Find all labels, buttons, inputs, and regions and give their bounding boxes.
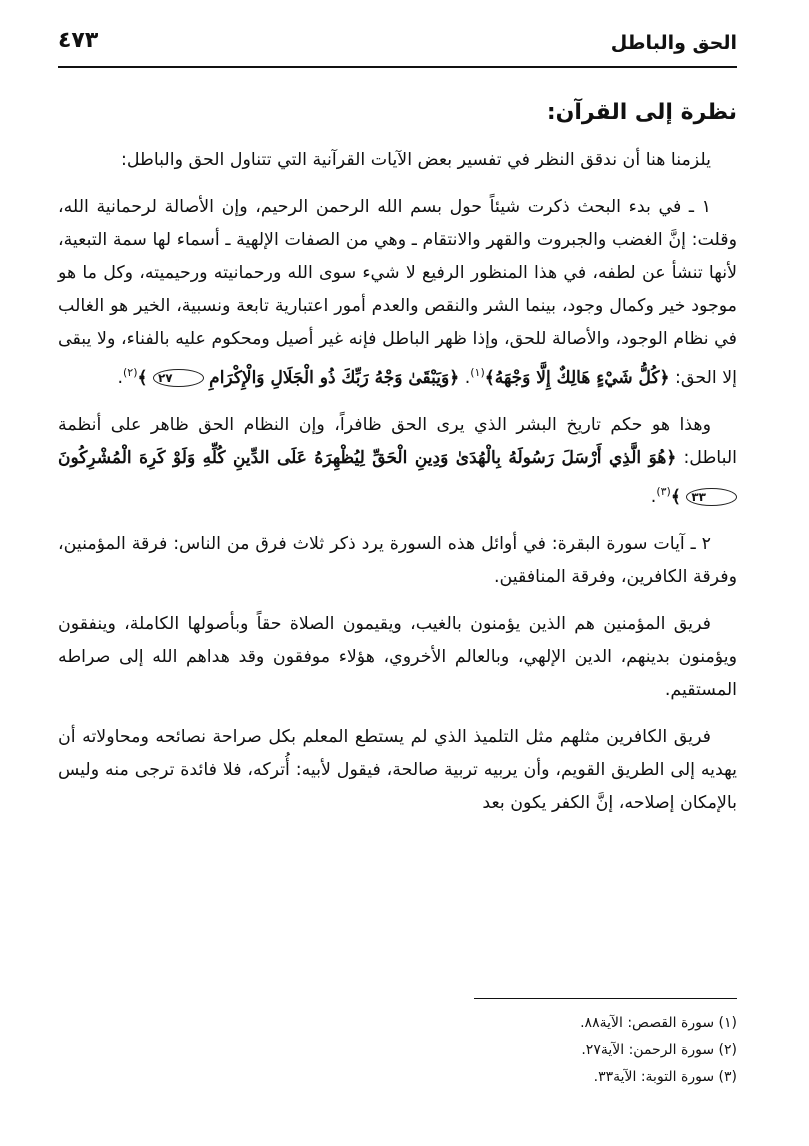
footnote-2: (٢) سورة الرحمن: الآية٢٧.	[581, 1042, 737, 1058]
footnote-1: (١) سورة القصص: الآية٨٨.	[580, 1015, 737, 1031]
footnotes	[58, 1010, 737, 1091]
paragraph-1: ١ ـ في بدء البحث ذكرت شيئاً حول بسم الله الرحمن الرحيم، وإن الأصالة لرحمانية الله، وقلت: إنَّ الغضب والجبروت والقهر والانتقام ـ وهي من الصفات الإلهية ـ أسماء لها سمة التبعية، لأنها تنشأ عن لطفه، في هذا المنظور الرفيع لا شيء سوى الله ورحمانيته ورحيميته، وكل ما هو موجود خير وكمال وجود، بينما الشر والنقص والعدم أمور اعتبارية تابعة ونسبية، الخير هو الغالب في نظام الوجود، والأصالة للحق، وإذا ظهر الباطل فإنه غير أصيل ومحكوم عليه بالفناء، ولا يبقى إلا الحق: ﴿كُلُّ شَيْءٍ هَالِكٌ إِلَّا وَجْهَهُ﴾$^{(١)}$. ﴿وَيَبْقَىٰ وَجْهُ رَبِّكَ ذُو الْجَلَالِ وَالْإِكْرَامِ ٢٧ ﴾$^{(٢)}$.	[58, 197, 737, 388]
quran-close-bracket: ﴾	[137, 367, 148, 388]
paragraph-4: فريق المؤمنين هم الذين يؤمنون بالغيب، ويقيمون الصلاة حقاً وبأصولها الكاملة، وينفقون ويؤمنون بدينهم، الدين الإلهي، وبالعالم الأخروي، هؤلاء موفقون وقد هداهم الله إلى صراطه المستقيم.	[58, 613, 737, 700]
quran-verse-1: ﴿كُلُّ شَيْءٍ هَالِكٌ إِلَّا وَجْهَهُ﴾	[484, 367, 670, 388]
footnote-3: (٣) سورة التوبة: الآية٣٣.	[593, 1069, 737, 1085]
paragraph-2-text: وهذا هو حكم تاريخ البشر الذي يرى الحق ظافراً، وإن النظام الحق ظاهر على أنظمة الباطل:	[58, 414, 737, 468]
footnote-ref-2: (٢)	[122, 366, 138, 379]
page-body	[58, 96, 737, 834]
footnote-divider	[474, 998, 737, 999]
paragraph-2: وهذا هو حكم تاريخ البشر الذي يرى الحق ظافراً، وإن النظام الحق ظاهر على أنظمة الباطل: ﴿هُوَ الَّذِي أَرْسَلَ رَسُولَهُ بِالْهُدَىٰ وَدِينِ الْحَقِّ لِيُظْهِرَهُ عَلَى الدِّينِ كُلِّهِ وَلَوْ كَرِهَ الْمُشْرِكُونَ ٣٣ ﴾$^{(٣)}$.	[58, 414, 737, 507]
quran-close-bracket: ﴾	[670, 486, 681, 507]
page-header	[58, 28, 737, 62]
quran-verse-3: ﴿هُوَ الَّذِي أَرْسَلَ رَسُولَهُ بِالْهُدَىٰ وَدِينِ الْحَقِّ لِيُظْهِرَهُ عَلَى الدِّينِ كُلِّهِ وَلَوْ كَرِهَ الْمُشْرِكُونَ	[58, 447, 677, 468]
ayah-number-marker: ٢٧	[153, 369, 204, 387]
paragraph-3: ٢ ـ آيات سورة البقرة: في أوائل هذه السورة يرد ذكر ثلاث فرق من الناس: فرقة المؤمنين، وفرقة الكافرين، وفرقة المنافقين.	[58, 533, 737, 587]
ayah-number-marker: ٣٣	[686, 488, 737, 506]
paragraph-5: فريق الكافرين مثلهم مثل التلميذ الذي لم يستطع المعلم بكل صراحة نصائحه ومحاولاته أن يهديه إلى الطريق القويم، وأن يربيه تربية صالحة، فيقول لأبيه: أُتركه، فلا فائدة ترجى منه وليس بالإمكان إصلاحه، إنَّ الكفر يكون بعد	[58, 726, 737, 813]
section-title: نظرة إلى القرآن:	[546, 100, 737, 125]
paragraph-intro: يلزمنا هنا أن ندقق النظر في تفسير بعض الآيات القرآنية التي تتناول الحق والباطل:	[121, 150, 711, 170]
footnote-ref-1: (١)	[470, 366, 485, 379]
page-number: ٤٧٣	[58, 28, 99, 53]
header-divider	[58, 66, 737, 68]
footnote-ref-3: (٣)	[656, 484, 671, 498]
quran-verse-2: ﴿وَيَبْقَىٰ وَجْهُ رَبِّكَ ذُو الْجَلَالِ وَالْإِكْرَامِ	[209, 367, 460, 388]
paragraph-1-text: ١ ـ في بدء البحث ذكرت شيئاً حول بسم الله الرحمن الرحيم، وإن الأصالة لرحمانية الله، وقلت: إنَّ الغضب والجبروت والقهر والانتقام ـ وهي من الصفات الإلهية ـ أسماء لها سمة التبعية، لأنها تنشأ عن لطفه، في هذا المنظور الرفيع لا شيء سوى الله ورحمانيته ورحيميته، وكل ما هو موجود خير وكمال وجود، بينما الشر والنقص والعدم أمور اعتبارية تابعة ونسبية، الخير هو الغالب في نظام الوجود، والأصالة للحق، وإذا ظهر الباطل فإنه غير أصيل ومحكوم عليه بالفناء، ولا يبقى إلا الحق:	[58, 197, 737, 388]
running-title: الحق والباطل	[610, 32, 737, 54]
